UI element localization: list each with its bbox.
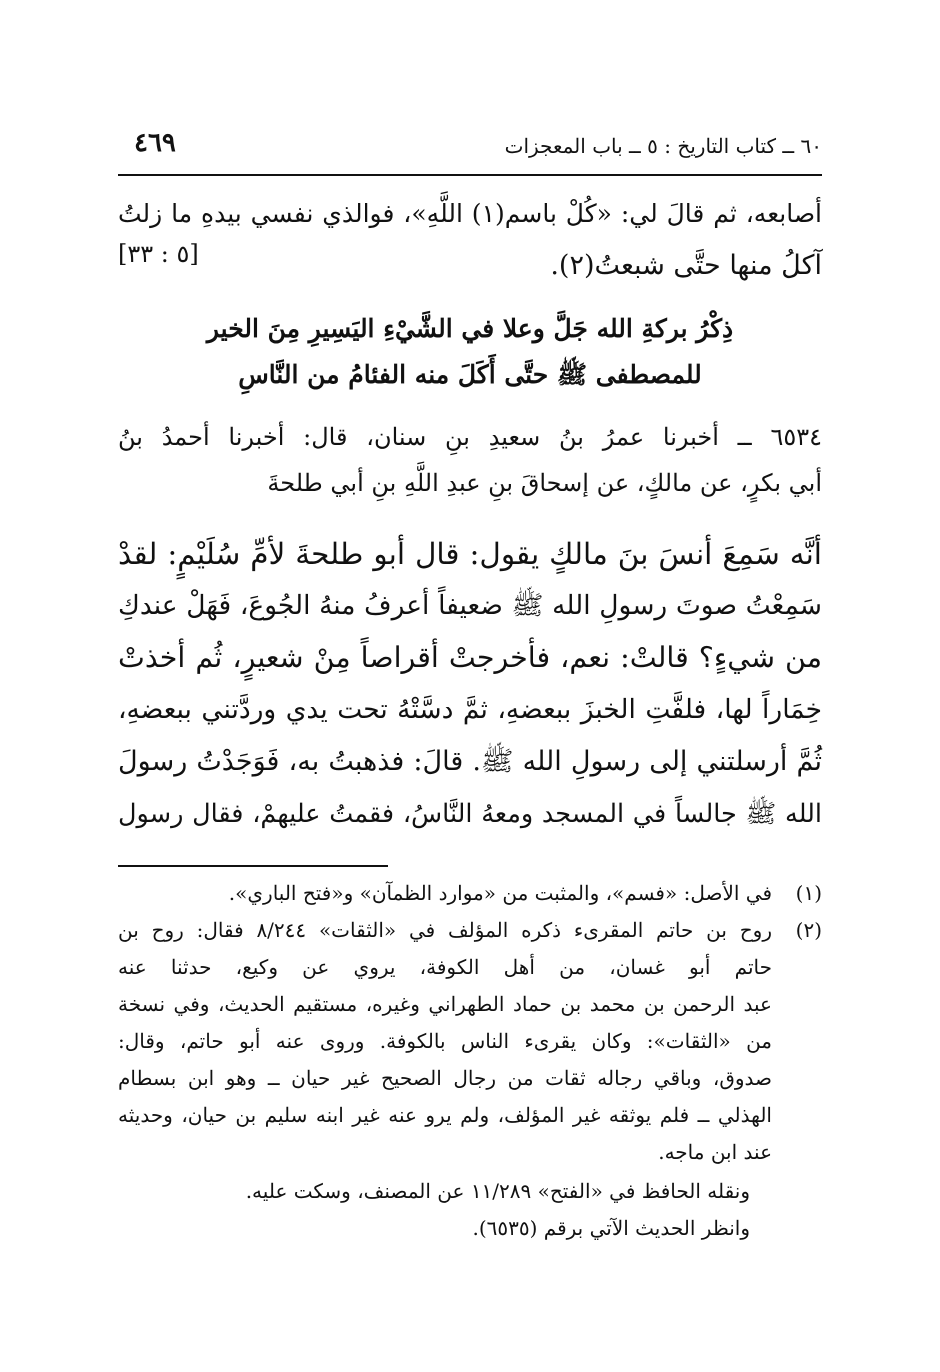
matn-block — [118, 528, 822, 840]
text-line-with-ref — [118, 240, 822, 292]
page-header — [118, 128, 822, 168]
footnote-line: وانظر الحديث الآتي برقم (٦٥٣٥). — [472, 1216, 750, 1240]
footnotes — [118, 875, 822, 1247]
matn-line: أنَّه سَمِعَ أنسَ بنَ مالكٍ يقول: قال أبو طلحةَ لأمِّ سُلَيْمٍ: لقدْ — [118, 537, 822, 571]
main-text — [118, 188, 822, 840]
matn-line: خِمَاراً لها، فلفَّتِ الخبزَ ببعضهِ، ثمَّ دسَّتْهُ تحت يدي وردَّتني ببعضهِ، — [118, 694, 822, 725]
matn-line: سَمِعْتُ صوتَ رسولِ الله ﷺ ضعيفاً أعرفُ منهُ الجُوعَ، فَهَلْ عندكِ — [118, 590, 822, 621]
header-rule — [118, 174, 822, 176]
footnote-line: ونقله الحافظ في «الفتح» ١١/٢٨٩ عن المصنف، وسكت عليه. — [245, 1179, 750, 1203]
isnad-line: أبي بكرٍ، عن مالكٍ، عن إسحاقَ بنِ عبدِ اللَّهِ بنِ أبي طلحةَ — [267, 469, 822, 497]
footnote-number: (١) — [795, 881, 822, 905]
isnad-block — [118, 414, 822, 506]
footnote-line: صدوق، وباقي رجاله ثقات من رجال الصحيح غير حيان ــ وهو ابن بسطام — [118, 1066, 772, 1090]
footnote-separator — [118, 865, 388, 867]
text-line: آكلُ منها حتَّى شبعتُ(٢). — [550, 250, 822, 281]
footnote-line: الهذلي ــ فلم يوثقه غير المؤلف، ولم يرو عنه غير ابنه سليم بن حيان، وحديثه — [118, 1103, 772, 1127]
footnote-line: عند ابن ماجه. — [658, 1140, 772, 1164]
footnote-line: روح بن حاتم المقرىء ذكره المؤلف في «الثقات» ٨/٢٤٤ فقال: روح بن — [118, 918, 772, 942]
hadith-reference-tag: [٥ : ٣٣] — [118, 240, 199, 268]
chapter-heading-line: ذِكْرُ بركةِ الله جَلَّ وعلا في الشَّيْءِ اليَسِيرِ مِنَ الخير — [206, 314, 734, 343]
footnote-number: (٢) — [795, 918, 822, 942]
matn-line: الله ﷺ جالساً في المسجد ومعهُ النَّاسُ، فقمتُ عليهمْ، فقال رسول — [118, 799, 822, 829]
footnote-line: عبد الرحمن بن محمد بن حماد الطهراني وغيره، مستقيم الحديث، وفي نسخة — [118, 992, 772, 1016]
matn-line: ثُمَّ أرسلتني إلى رسولِ الله ﷺ. قالَ: فذهبتُ به، فَوَجَدْتُ رسولَ — [118, 746, 822, 777]
matn-line: من شيءٍ؟ قالتْ: نعم، فأخرجتْ أقراصاً مِنْ شعيرٍ، ثُم أخذتْ — [118, 641, 822, 674]
footnote — [118, 912, 822, 1171]
footnote-line: حاتم أبو غسان، من أهل الكوفة، يروي عن وكيع، حدثنا عنه — [118, 955, 772, 979]
isnad-line: ٦٥٣٤ ــ أخبرنا عمرُ بنُ سعيدِ بنِ سنان، قال: أخبرنا أحمدُ بنُ — [118, 423, 822, 451]
page-number: ٤٦٩ — [134, 128, 176, 158]
chapter-heading-line: للمصطفى ﷺ حتَّى أَكَلَ منه الفئامُ من النَّاسِ — [238, 360, 702, 389]
footnote-continuation — [118, 1173, 822, 1247]
footnote-line: في الأصل: «فسم»، والمثبت من «موارد الظمآن» و«فتح الباري». — [228, 881, 772, 905]
text-line: أصابعه، ثم قالَ لي: «كُلْ باسم(١) اللَّهِ»، فوالذي نفسي بيدهِ ما زلتُ — [118, 199, 823, 228]
footnote-line: من «الثقات»: وكان يقرىء الناس بالكوفة. وروى عنه أبو حاتم، وقال: — [118, 1029, 772, 1053]
footnote-body — [118, 912, 772, 1171]
footnote-body — [118, 875, 772, 912]
footnote — [118, 875, 822, 912]
running-head: ٦٠ ــ كتاب التاريخ : ٥ ــ باب المعجزات — [504, 134, 822, 158]
